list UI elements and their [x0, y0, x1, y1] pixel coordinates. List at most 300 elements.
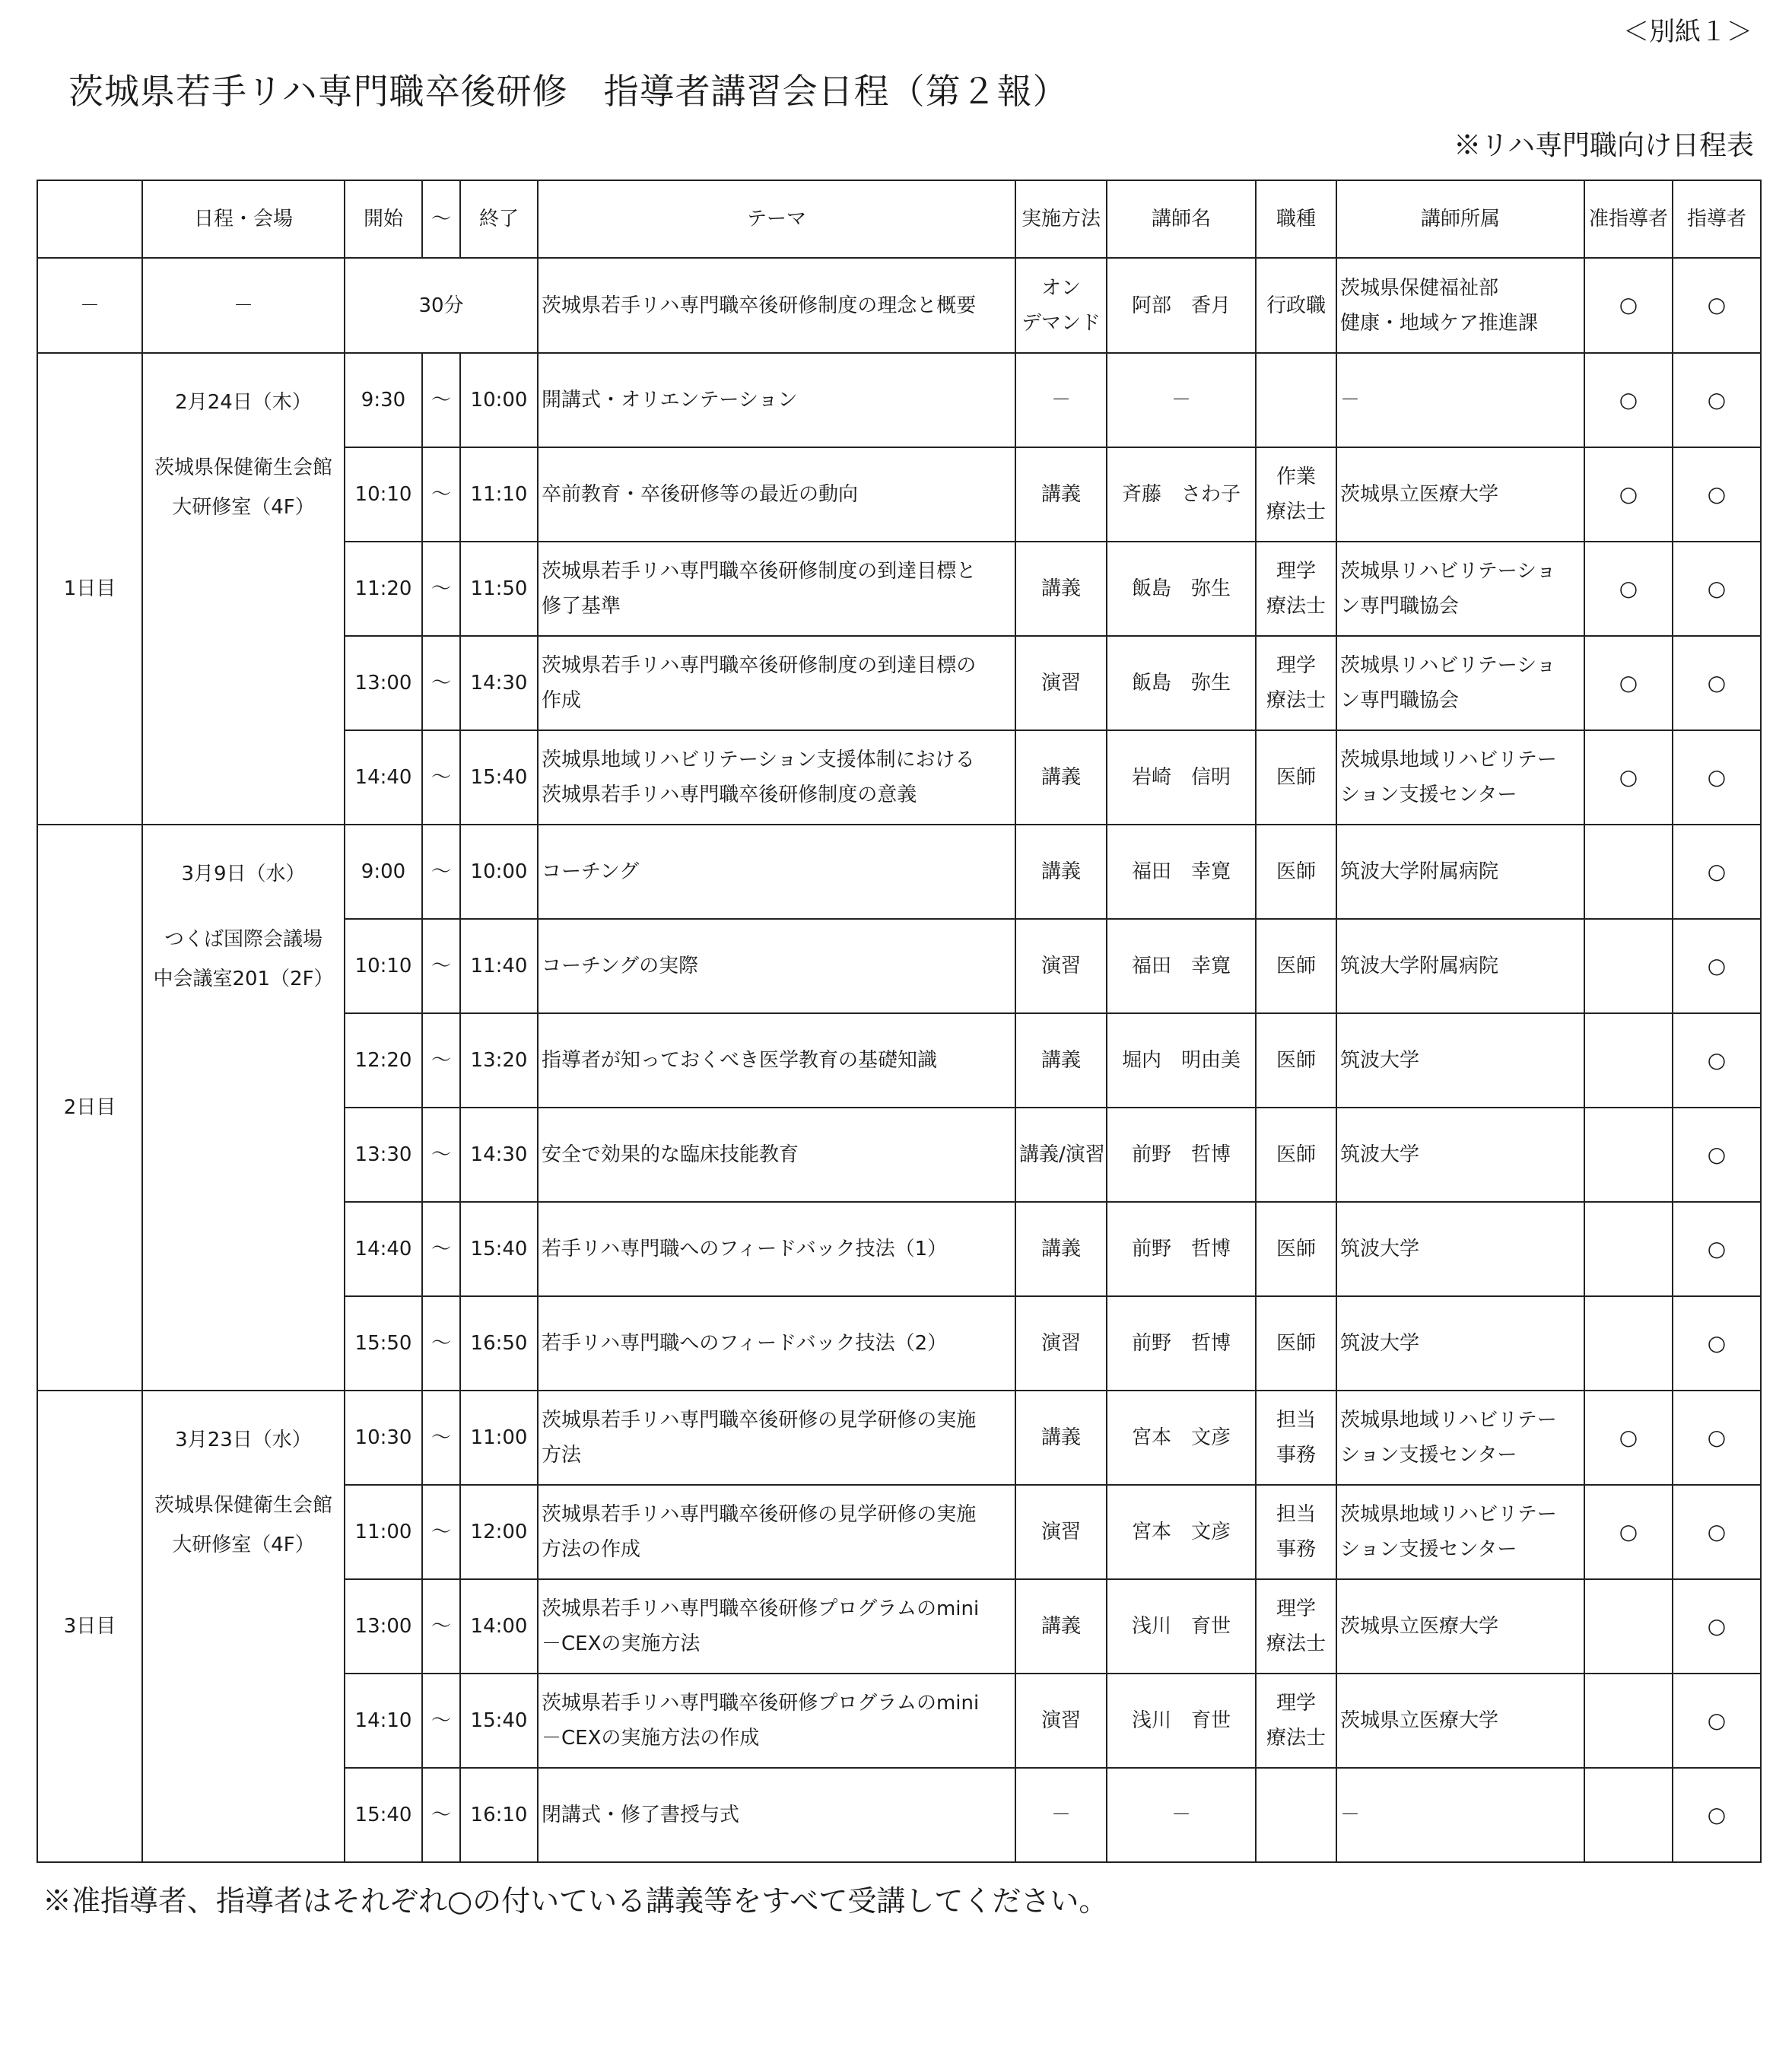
method: [1015, 825, 1107, 919]
profession-line: 担当: [1276, 1503, 1316, 1526]
affiliation: [1336, 1108, 1584, 1202]
method-line: 講義: [1041, 1238, 1081, 1260]
lecturer-name: 堀内 明由美: [1107, 1013, 1256, 1108]
start-time: 13:00: [345, 1579, 422, 1674]
affiliation-line: 茨城県地域リハビリテー: [1340, 1409, 1557, 1432]
circle-mark: ○: [1707, 575, 1727, 601]
assoc-leader-mark: [1584, 1768, 1673, 1862]
leader-mark: [1673, 636, 1761, 730]
header-row: [37, 180, 1761, 258]
theme-line: 茨城県若手リハ専門職卒後研修制度の到達目標と: [542, 560, 977, 583]
affiliation-line: －: [1340, 1804, 1361, 1826]
lecturer-name: 飯島 弥生: [1107, 636, 1256, 730]
method-line: 演習: [1041, 955, 1081, 977]
theme: [538, 353, 1015, 447]
assoc-leader-mark: [1584, 447, 1673, 542]
start-time: 14:40: [345, 730, 422, 825]
affiliation-line: 筑波大学: [1340, 1238, 1420, 1260]
start-time: 13:30: [345, 1108, 422, 1202]
circle-mark: ○: [1707, 481, 1727, 507]
tilde-separator: ～: [422, 1202, 460, 1296]
end-time: 14:00: [460, 1579, 538, 1674]
theme: [538, 1768, 1015, 1862]
session-venue: [146, 1486, 341, 1565]
tilde-separator: ～: [422, 1768, 460, 1862]
profession: [1256, 353, 1336, 447]
tilde-separator: ～: [422, 1391, 460, 1485]
lecturer-name: －: [1107, 1768, 1256, 1862]
method-line: 講義: [1041, 1615, 1081, 1638]
leader-mark: [1673, 1391, 1761, 1485]
theme: [538, 1391, 1015, 1485]
affiliation-line: ション支援センター: [1340, 1538, 1517, 1561]
lecturer-name: 岩崎 信明: [1107, 730, 1256, 825]
day-label: 2日目: [37, 825, 142, 1391]
end-time: 12:00: [460, 1485, 538, 1579]
method-line: 講義: [1041, 1049, 1081, 1072]
circle-mark: ○: [1707, 1707, 1727, 1733]
affiliation: [1336, 1202, 1584, 1296]
leader-mark: [1673, 353, 1761, 447]
schedule-row: [37, 825, 1761, 919]
affiliation-line: 茨城県立医療大学: [1340, 1615, 1499, 1638]
header-lecturer: 講師名: [1107, 180, 1256, 258]
leader-mark: [1673, 447, 1761, 542]
profession-line: 療法士: [1266, 1632, 1326, 1655]
affiliation-line: 茨城県立医療大学: [1340, 483, 1499, 506]
method: [1015, 1579, 1107, 1674]
affiliation-line: 筑波大学: [1340, 1332, 1420, 1355]
circle-mark: ○: [1707, 1518, 1727, 1544]
profession: [1256, 1296, 1336, 1391]
date-venue-cell: [142, 825, 345, 1391]
profession-line: 医師: [1276, 1143, 1316, 1166]
theme: [538, 825, 1015, 919]
theme-line: 指導者が知っておくべき医学教育の基礎知識: [542, 1049, 938, 1072]
session-venue: [146, 920, 341, 999]
end-time: 11:40: [460, 919, 538, 1013]
method-line: 講義: [1041, 483, 1081, 506]
circle-mark: ○: [1707, 1613, 1727, 1639]
profession-line: 療法士: [1266, 501, 1326, 523]
circle-mark: ○: [1619, 386, 1638, 412]
end-time: 10:00: [460, 825, 538, 919]
affiliation: [1336, 1674, 1584, 1768]
venue-line: つくば国際会議場: [164, 928, 322, 951]
profession-line: 医師: [1276, 955, 1316, 977]
circle-mark: ○: [1707, 858, 1727, 884]
profession-line: 医師: [1276, 1332, 1316, 1355]
start-time: 15:50: [345, 1296, 422, 1391]
assoc-leader-mark: [1584, 919, 1673, 1013]
tilde-separator: ～: [422, 1579, 460, 1674]
profession: [1256, 1485, 1336, 1579]
tilde-separator: ～: [422, 1296, 460, 1391]
theme: [538, 1579, 1015, 1674]
theme-line: 茨城県若手リハ専門職卒後研修制度の意義: [542, 784, 917, 806]
method-line: 演習: [1041, 1709, 1081, 1732]
affiliation-line: 茨城県立医療大学: [1340, 1709, 1499, 1732]
ondemand-affiliation: [1336, 258, 1584, 353]
header-start: 開始: [345, 180, 422, 258]
schedule-table: [37, 180, 1762, 1863]
theme: [538, 1674, 1015, 1768]
start-time: 9:30: [345, 353, 422, 447]
session-date: 2月24日（木）: [175, 391, 312, 414]
method: [1015, 353, 1107, 447]
theme-line: コーチングの実際: [542, 955, 699, 977]
assoc-leader-mark: [1584, 730, 1673, 825]
end-time: 14:30: [460, 636, 538, 730]
lecturer-name: 浅川 育世: [1107, 1579, 1256, 1674]
assoc-leader-mark: [1584, 1579, 1673, 1674]
profession: [1256, 1202, 1336, 1296]
affiliation-line: 茨城県地域リハビリテー: [1340, 1503, 1557, 1526]
profession-line: 事務: [1276, 1444, 1316, 1467]
lecturer-name: 前野 哲博: [1107, 1202, 1256, 1296]
method-line: 演習: [1041, 1521, 1081, 1543]
affiliation: [1336, 636, 1584, 730]
session-date: 3月23日（水）: [175, 1429, 312, 1451]
start-time: 15:40: [345, 1768, 422, 1862]
affiliation: [1336, 353, 1584, 447]
header-method: 実施方法: [1015, 180, 1107, 258]
assoc-leader-mark: [1584, 1202, 1673, 1296]
profession: [1256, 1674, 1336, 1768]
leader-mark: [1673, 825, 1761, 919]
lecturer-name: 福田 幸寛: [1107, 919, 1256, 1013]
lecturer-name: 斉藤 さわ子: [1107, 447, 1256, 542]
assoc-leader-mark: [1584, 636, 1673, 730]
affiliation: [1336, 1485, 1584, 1579]
affiliation: [1336, 919, 1584, 1013]
end-time: 16:50: [460, 1296, 538, 1391]
tilde-separator: ～: [422, 353, 460, 447]
affiliation-line: 筑波大学附属病院: [1340, 955, 1499, 977]
tilde-separator: ～: [422, 1108, 460, 1202]
profession-line: 理学: [1276, 654, 1316, 677]
method: [1015, 542, 1107, 636]
header-affiliation: 講師所属: [1336, 180, 1584, 258]
profession-line: 作業: [1276, 466, 1316, 488]
affiliation: [1336, 825, 1584, 919]
circle-mark: ○: [1707, 1235, 1727, 1261]
tilde-separator: ～: [422, 919, 460, 1013]
affiliation: [1336, 730, 1584, 825]
assoc-leader-mark: [1584, 542, 1673, 636]
ondemand-method-line: オン: [1041, 276, 1081, 300]
theme-line: コーチング: [542, 860, 640, 883]
method: [1015, 1768, 1107, 1862]
tilde-separator: ～: [422, 1013, 460, 1108]
affiliation-line: ション支援センター: [1340, 1444, 1517, 1467]
end-time: 11:00: [460, 1391, 538, 1485]
circle-mark: ○: [1619, 575, 1638, 601]
leader-mark: [1673, 1768, 1761, 1862]
leader-mark: [1673, 542, 1761, 636]
circle-mark: ○: [1707, 669, 1727, 695]
leader-mark: [1673, 1579, 1761, 1674]
date-venue-cell: [142, 1391, 345, 1862]
page-title: 茨城県若手リハ専門職卒後研修 指導者講習会日程（第２報）: [68, 71, 1069, 112]
start-time: 11:00: [345, 1485, 422, 1579]
assoc-leader-mark: [1584, 1391, 1673, 1485]
leader-mark: [1673, 919, 1761, 1013]
circle-mark: ○: [1707, 292, 1727, 317]
assoc-leader-mark: [1584, 353, 1673, 447]
attachment-label: ＜別紙１＞: [1623, 17, 1752, 47]
schedule-row: [37, 1391, 1761, 1485]
profession-line: 療法士: [1266, 595, 1326, 618]
profession: [1256, 1391, 1336, 1485]
start-time: 9:00: [345, 825, 422, 919]
affiliation: [1336, 1579, 1584, 1674]
theme-line: －CEXの実施方法の作成: [542, 1727, 760, 1750]
method-line: 演習: [1041, 1332, 1081, 1355]
header-date-venue: 日程・会場: [142, 180, 345, 258]
theme-line: 方法の作成: [542, 1538, 641, 1561]
venue-line: 大研修室（4F）: [172, 496, 315, 519]
affiliation: [1336, 1391, 1584, 1485]
circle-mark: ○: [1707, 952, 1727, 978]
tilde-separator: ～: [422, 730, 460, 825]
affiliation: [1336, 1768, 1584, 1862]
tilde-separator: ～: [422, 542, 460, 636]
affiliation-line: －: [1340, 389, 1361, 412]
footnote: ※准指導者、指導者はそれぞれ○の付いている講義等をすべて受講してください。: [43, 1884, 1108, 1918]
affiliation-line: 茨城県リハビリテーショ: [1340, 560, 1556, 583]
theme-line: 茨城県若手リハ専門職卒後研修プログラムのmini: [542, 1597, 980, 1620]
theme-line: 茨城県若手リハ専門職卒後研修の見学研修の実施: [542, 1409, 977, 1432]
ondemand-lecturer: 阿部 香月: [1107, 258, 1256, 353]
profession: [1256, 919, 1336, 1013]
page-subtitle: ※リハ専門職向け日程表: [1454, 130, 1754, 161]
ondemand-duration: 30分: [345, 258, 538, 353]
header-leader: 指導者: [1673, 180, 1761, 258]
method-line: 講義/演習: [1019, 1143, 1105, 1166]
start-time: 14:10: [345, 1674, 422, 1768]
affiliation-line: 茨城県リハビリテーショ: [1340, 654, 1556, 677]
method: [1015, 1391, 1107, 1485]
lecturer-name: 宮本 文彦: [1107, 1485, 1256, 1579]
profession-line: 理学: [1276, 560, 1316, 583]
circle-mark: ○: [1707, 1047, 1727, 1073]
session-venue: [146, 448, 341, 527]
ondemand-method: [1015, 258, 1107, 353]
session-date: 3月9日（水）: [181, 863, 306, 885]
leader-mark: [1673, 1485, 1761, 1579]
method: [1015, 1485, 1107, 1579]
assoc-leader-mark: [1584, 1108, 1673, 1202]
start-time: 11:20: [345, 542, 422, 636]
theme-line: 方法: [542, 1444, 582, 1467]
end-time: 15:40: [460, 730, 538, 825]
circle-mark: ○: [1619, 1518, 1638, 1544]
theme-line: 茨城県若手リハ専門職卒後研修の見学研修の実施: [542, 1503, 977, 1526]
end-time: 15:40: [460, 1674, 538, 1768]
affiliation: [1336, 1296, 1584, 1391]
method-line: 講義: [1041, 766, 1081, 789]
theme: [538, 1296, 1015, 1391]
circle-mark: ○: [1619, 669, 1638, 695]
affiliation-line: ン専門職協会: [1340, 689, 1460, 712]
leader-mark: [1673, 1013, 1761, 1108]
header-end: 終了: [460, 180, 538, 258]
profession-line: 医師: [1276, 1238, 1316, 1260]
profession-line: 事務: [1276, 1538, 1316, 1561]
circle-mark: ○: [1619, 1424, 1638, 1450]
day-label: 3日目: [37, 1391, 142, 1862]
profession: [1256, 636, 1336, 730]
method-line: 講義: [1041, 1426, 1081, 1449]
theme-line: －CEXの実施方法: [542, 1632, 701, 1655]
method: [1015, 730, 1107, 825]
profession: [1256, 1768, 1336, 1862]
theme: [538, 1202, 1015, 1296]
circle-mark: ○: [1707, 386, 1727, 412]
affiliation: [1336, 1013, 1584, 1108]
start-time: 12:20: [345, 1013, 422, 1108]
circle-mark: ○: [1619, 292, 1638, 317]
theme: [538, 1013, 1015, 1108]
affiliation-line: 筑波大学: [1340, 1049, 1420, 1072]
theme: [538, 1108, 1015, 1202]
header-theme: テーマ: [538, 180, 1015, 258]
circle-mark: ○: [1619, 481, 1638, 507]
theme-line: 修了基準: [542, 595, 621, 618]
theme-line: 茨城県地域リハビリテーション支援体制における: [542, 749, 975, 771]
assoc-leader-mark: [1584, 1485, 1673, 1579]
theme-line: 開講式・オリエンテーション: [542, 389, 798, 412]
end-time: 14:30: [460, 1108, 538, 1202]
tilde-separator: ～: [422, 447, 460, 542]
circle-mark: ○: [1707, 764, 1727, 790]
venue-line: 茨城県保健衛生会館: [154, 1494, 332, 1517]
start-time: 10:10: [345, 447, 422, 542]
theme: [538, 636, 1015, 730]
affiliation-line: 筑波大学附属病院: [1340, 860, 1499, 883]
method: [1015, 1013, 1107, 1108]
theme: [538, 1485, 1015, 1579]
date-venue-cell: [142, 353, 345, 825]
lecturer-name: 福田 幸寛: [1107, 825, 1256, 919]
assoc-leader-mark: [1584, 1296, 1673, 1391]
theme: [538, 447, 1015, 542]
end-time: 11:10: [460, 447, 538, 542]
header-tilde: ～: [422, 180, 460, 258]
theme: [538, 542, 1015, 636]
leader-mark: [1673, 730, 1761, 825]
affiliation-line: 茨城県地域リハビリテー: [1340, 749, 1557, 771]
header-profession: 職種: [1256, 180, 1336, 258]
profession-line: 理学: [1276, 1597, 1316, 1620]
circle-mark: ○: [1619, 764, 1638, 790]
theme-line: 若手リハ専門職へのフィードバック技法（2）: [542, 1332, 948, 1355]
profession-line: 医師: [1276, 766, 1316, 789]
tilde-separator: ～: [422, 825, 460, 919]
profession: [1256, 1579, 1336, 1674]
tilde-separator: ～: [422, 636, 460, 730]
ondemand-day: －: [37, 258, 142, 353]
method: [1015, 1108, 1107, 1202]
leader-mark: [1673, 1202, 1761, 1296]
profession: [1256, 542, 1336, 636]
circle-mark: ○: [1707, 1141, 1727, 1167]
profession-line: 担当: [1276, 1409, 1316, 1432]
method: [1015, 1674, 1107, 1768]
profession-line: 療法士: [1266, 689, 1326, 712]
method: [1015, 1296, 1107, 1391]
theme: [538, 919, 1015, 1013]
leader-mark: [1673, 1108, 1761, 1202]
profession: [1256, 730, 1336, 825]
theme-line: 茨城県若手リハ専門職卒後研修プログラムのmini: [542, 1692, 980, 1715]
end-time: 10:00: [460, 353, 538, 447]
ondemand-theme: 茨城県若手リハ専門職卒後研修制度の理念と概要: [538, 258, 1015, 353]
method: [1015, 636, 1107, 730]
ondemand-method-line: デマンド: [1021, 311, 1101, 335]
theme: [538, 730, 1015, 825]
profession-line: 療法士: [1266, 1727, 1326, 1750]
lecturer-name: 前野 哲博: [1107, 1296, 1256, 1391]
assoc-leader-mark: [1584, 1013, 1673, 1108]
affiliation-line: ション支援センター: [1340, 784, 1517, 806]
ondemand-profession: 行政職: [1256, 258, 1336, 353]
lecturer-name: －: [1107, 353, 1256, 447]
method-line: －: [1050, 389, 1071, 412]
tilde-separator: ～: [422, 1674, 460, 1768]
profession: [1256, 1108, 1336, 1202]
venue-line: 大研修室（4F）: [172, 1534, 315, 1556]
method: [1015, 1202, 1107, 1296]
ondemand-affiliation-line: 健康・地域ケア推進課: [1340, 311, 1539, 335]
theme-line: 卒前教育・卒後研修等の最近の動向: [542, 483, 859, 506]
ondemand-affiliation-line: 茨城県保健福祉部: [1340, 276, 1499, 300]
circle-mark: ○: [1707, 1330, 1727, 1356]
assoc-leader-mark: [1584, 1674, 1673, 1768]
lecturer-name: 浅川 育世: [1107, 1674, 1256, 1768]
end-time: 16:10: [460, 1768, 538, 1862]
theme-line: 作成: [542, 689, 582, 712]
end-time: 11:50: [460, 542, 538, 636]
affiliation-line: ン専門職協会: [1340, 595, 1460, 618]
assoc-leader-mark: [1584, 825, 1673, 919]
theme-line: 茨城県若手リハ専門職卒後研修制度の到達目標の: [542, 654, 977, 677]
circle-mark: ○: [1707, 1801, 1727, 1827]
profession-line: 医師: [1276, 1049, 1316, 1072]
affiliation: [1336, 447, 1584, 542]
start-time: 13:00: [345, 636, 422, 730]
theme-line: 安全で効果的な臨床技能教育: [542, 1143, 799, 1166]
header-assoc-leader: 准指導者: [1584, 180, 1673, 258]
method: [1015, 447, 1107, 542]
affiliation: [1336, 542, 1584, 636]
venue-line: 中会議室201（2F）: [153, 968, 334, 990]
end-time: 13:20: [460, 1013, 538, 1108]
profession: [1256, 825, 1336, 919]
ondemand-leader-mark: [1673, 258, 1761, 353]
start-time: 10:30: [345, 1391, 422, 1485]
method-line: 演習: [1041, 672, 1081, 695]
affiliation-line: 筑波大学: [1340, 1143, 1420, 1166]
theme-line: 若手リハ専門職へのフィードバック技法（1）: [542, 1238, 948, 1260]
profession-line: 理学: [1276, 1692, 1316, 1715]
leader-mark: [1673, 1674, 1761, 1768]
profession: [1256, 447, 1336, 542]
header-day: [37, 180, 142, 258]
ondemand-assoc-mark: [1584, 258, 1673, 353]
leader-mark: [1673, 1296, 1761, 1391]
